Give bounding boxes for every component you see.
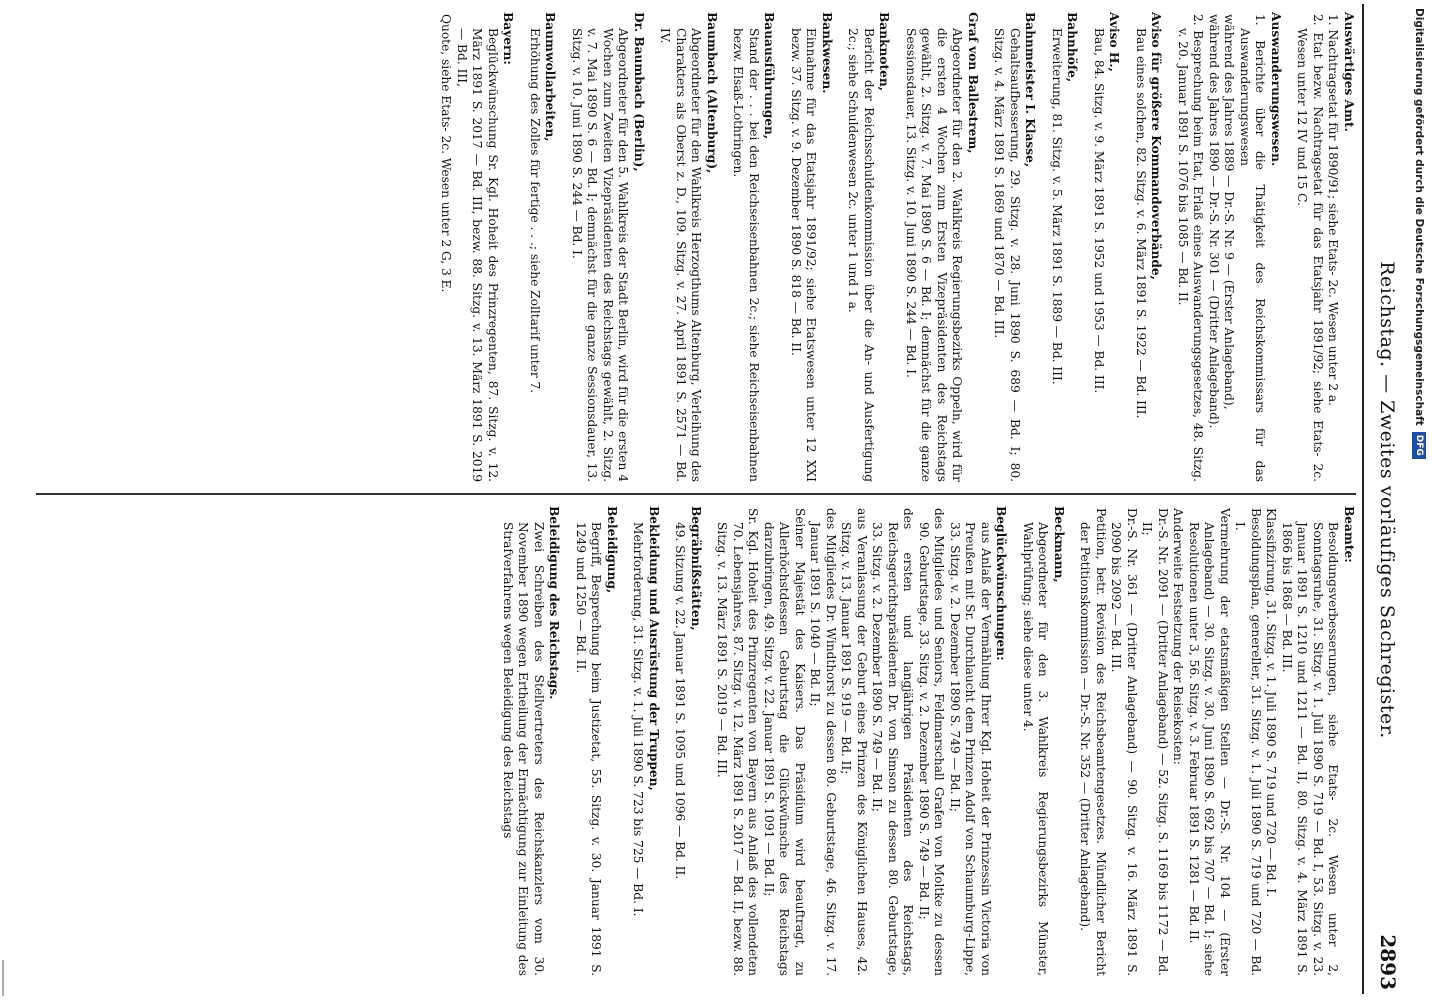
entry-line: Bericht der Reichsschuldenkommission über die An- und Ausfertigung 2c.; siehe Schuldenwesen 2c. unter 1 und 1 a. <box>846 28 876 482</box>
entry-line: Abgeordneter für den 5. Wahlkreis der Stadt Berlin, wird für die ersten 4 Wochen zum Zweiten Vizepräsidenten des Reichstags gewählt, 2. Sitzg. v. 7. Mai 1890 S. 6 — Bd. I; demnächst für die ganze Sessionsdauer, 13. Sitzg. v. 10. Juni 1890 S. 244 — Bd. I. <box>570 28 631 482</box>
entry-line: Erhöhung des Zolles für fertige . . .; siehe Zolltarif unter 7. <box>528 28 542 394</box>
entry-heading: Beleidigung, <box>605 506 619 594</box>
entry-line: Abgeordneter für den 2. Wahlkreis Regierungsbezirks Oppeln, wird für die ersten 4 Wochen zum Ersten Vizepräsidenten des Reichstags gewählt, 2. Sitzg. v. 7. Mai 1890 S. 6 — Bd. I; demnächst für die ganze Sessionsdauer, 13. Sitzg. v. 10. Juni 1890 S. 244 — Bd. I. <box>904 28 965 482</box>
entry-line: Besoldungsplan, genereller, 31. Sitzg. v. 1. Juli 1890 S. 719 und 720 — Bd. I. <box>1233 508 1263 976</box>
entry-line: aus Veranlassung der Geburt eines Prinzen des Königlichen Hauses, 42. Sitzg. v. 13. Januar 1891 S. 919 — Bd. II; <box>839 508 869 976</box>
register-entry <box>714 506 1009 976</box>
entry-heading: Beckmann, <box>1052 506 1066 583</box>
entry-line: Abgeordneter für den 3. Wahlkreis Regierungsbezirks Münster, Wahlprüfung; siehe diese unter 4. <box>1021 522 1051 976</box>
register-entry <box>1091 12 1122 482</box>
entry-heading: Bekleidung und Ausrüstung der Truppen, <box>647 506 661 791</box>
entry-heading: Auswanderungswesen. <box>1269 12 1283 167</box>
register-entry <box>1294 12 1356 482</box>
entry-line: Sr. Kgl. Hoheit des Prinzregenten von Bayern aus Anlaß des vollendeten 70. Lebensjahres, 87. Sitzg. v. 12. März 1891 S. 2017 — Bd. II, bezw. 88. Sitzg. v. 13. März 1891 S. 2019 — Bd. III. <box>715 508 761 976</box>
entry-line: des Mitgliedes Dr. Windthorst zu dessen 80. Geburtstage, 46. Sitzg. v. 17. Januar 1891 S. 1040 — Bd. II; <box>808 508 838 976</box>
entry-line: 49. Sitzung v. 22. Januar 1891 S. 1095 und 1096 — Bd. II. <box>673 522 688 880</box>
entry-line: 2. Etat bezw. Nachtragsetat für das Etatsjahr 1891/92; siehe Etats- 2c. Wesen unter 12 IV und 15 C. <box>1295 14 1325 482</box>
entry-line: Dr.-S. Nr. 361 — (Dritter Anlageband) — 90. Sitzg. v. 16. März 1891 S. 2090 bis 2092 — Bd. III. <box>1109 508 1139 976</box>
entry-line: Zwei Schreiben des Stellvertreters des Reichskanzlers vom 30. November 1890 wegen Ertheilung der Ermächtigung zur Einleitung des Strafverfahrens wegen Beleidigung des Reichstags <box>501 522 546 976</box>
register-entry <box>438 12 516 482</box>
entry-heading: Bauausführungen, <box>762 12 777 140</box>
register-entry <box>845 12 892 482</box>
entry-line: Begriff, Besprechung beim Justizetat, 55. Sitzg. v. 30. Januar 1891 S. 1249 und 1250 — Bd. II. <box>574 522 604 976</box>
entry-line: Mehrforderung, 31. Sitzg. v. 1. Juli 1890 S. 723 bis 725 — Bd. I. <box>631 522 646 917</box>
entry-line: Seiner Majestät des Kaisers. Das Präsidium wird beauftragt, zu Allerhöchstdessen Geburtstag die Glückwünsche des Reichstags darzubringen, 49. Sitzg. v. 22. Januar 1891 S. 1091 — Bd. II; <box>762 508 807 976</box>
entry-line: Bau, 84. Sitzg. v. 9. März 1891 S. 1952 und 1953 — Bd. III. <box>1092 28 1106 394</box>
entry-line: Stand der . . . bei den Reichseisenbahnen 2c.; siehe Reichseisenbahnen bezw. Elsaß-Lothringen. <box>731 28 761 482</box>
entry-heading: Begräbnißstätten, <box>689 506 703 631</box>
register-entry <box>730 12 777 482</box>
register-entry <box>1077 506 1356 976</box>
entry-line: Beglückwünschung Sr. Kgl. Hoheit des Prinzregenten, 87. Sitzg. v. 12. März 1891 S. 2017 — Bd. III, bezw. 88. Sitzg. v. 13. März 1891 S. 2019 — Bd. III, <box>455 28 500 482</box>
entry-line: Dr.-S. Nr. 2091 — (Dritter Anlageband) — 52. Sitzg. S. 1169 bis 1172 — Bd. II; <box>1140 508 1170 976</box>
entry-line: aus Anlaß der Vermählung Ihrer Kgl. Hoheit der Prinzessin Victoria von Preußen mit Sr. Durchlaucht dem Prinzen Adolf von Schaumburg-Lippe, 33. Sitzg. v. 2. Dezember 1890 S. 749 — Bd. II; <box>948 522 993 976</box>
entry-heading: Baumbach (Altenburg), <box>705 12 719 174</box>
dfg-logo: DFG <box>1412 432 1426 459</box>
digitization-note-text: Digitalisierung gefördert durch die Deutsche Forschungsgemeinschaft <box>1413 8 1425 426</box>
entry-heading: Aviso für größere Kommandoverbände, <box>1149 12 1164 280</box>
register-entry <box>788 12 835 482</box>
entry-heading: Graf von Ballestrem, <box>966 12 980 154</box>
rotated-page-content <box>16 0 1416 1000</box>
entry-heading: Bayern: <box>501 12 516 65</box>
entry-line: 1. Nachtragsetat für 1890/91; siehe Etats- 2c. Wesen unter 2 a. <box>1326 14 1341 407</box>
entry-line: Klassifizirung, 31. Sitzg. v. 1. Juli 1890 S. 719 und 720 — Bd. I. <box>1264 508 1279 898</box>
entry-heading: Auswärtiges Amt. <box>1342 12 1356 132</box>
entry-line: Quote, siehe Etats- 2c. Wesen unter 2 G, 3 E. <box>439 14 454 293</box>
register-entry <box>991 12 1038 482</box>
entry-line: Vermehrung der etatsmäßigen Stellen — Dr.-S. Nr. 104 — (Erster Anlageband) — 30. Sitzg. v. 30. Juni 1890 S. 692 bis 707 — Bd. I; siehe Resolutionen unter 3, 56. Sitzg. v. 3. Februar 1891 S. 1281 — Bd. II. <box>1187 508 1232 976</box>
page-number: 2893 <box>1376 934 1400 990</box>
entry-line: Gehaltsaufbesserung, 29. Sitzg. v. 28. Juni 1890 S. 689 — Bd. I; 80. Sitzg. v. 4. März 1891 S. 1869 und 1870 — Bd. III. <box>992 28 1022 482</box>
register-entry <box>527 12 558 482</box>
register-entry <box>569 12 647 482</box>
register-entry <box>1175 12 1284 482</box>
entry-heading: Bahnhöfe, <box>1065 12 1080 83</box>
register-entry <box>903 12 981 482</box>
entry-heading: Bahnmeister I. Klasse, <box>1023 12 1038 168</box>
entry-line: Petition, betr. Revision des Reichsbeamtengesetzes. Mündlicher Bericht der Petitionskommission — Dr.-S. Nr. 352 — (Dritter Anlageband). <box>1078 508 1108 976</box>
register-entry <box>1049 12 1080 482</box>
right-column <box>489 506 1357 976</box>
entry-line: Einnahme für das Etatsjahr 1891/92; siehe Etatswesen unter 12 XXI bezw. 37. Sitzg. v. 9. Dezember 1890 S. 818 — Bd. II. <box>789 28 819 482</box>
register-entry <box>1133 12 1164 482</box>
page-title: Reichstag. — Zweites vorläufiges Sachregister. <box>1376 261 1398 739</box>
running-header <box>1356 0 1416 1000</box>
entry-line: Erweiterung, 81. Sitzg. v. 5. März 1891 S. 1889 — Bd. III. <box>1050 28 1064 385</box>
entry-heading: Beglückwünschungen: <box>994 506 1009 661</box>
entry-heading: Bankwesen. <box>820 12 834 94</box>
register-entry <box>1020 506 1067 976</box>
entry-line: Bau eines solchen, 82. Sitzg. v. 6. März 1891 S. 1922 — Bd. III. <box>1134 28 1148 419</box>
entry-line: 2. Besprechung beim Etat, Erlaß eines Auswanderungsgesetzes, 48. Sitzg. v. 20. Januar 1891 S. 1076 bis 1085 — Bd. II. <box>1176 14 1206 482</box>
entry-line: des Mitgliedes und Seniors, Feldmarschall Grafen von Moltke zu dessen 90. Geburtstage, 33. Sitzg. v. 2. Dezember 1890 S. 749 — Bd. II; <box>917 508 947 976</box>
entry-heading: Banknoten, <box>877 12 892 91</box>
register-entry <box>630 506 661 976</box>
entry-line: Besoldungsverbesserungen, siehe Etats- 2c. Wesen unter 2, Sonntagsruhe, 31. Sitzg. v. 1. Juli 1890 S. 719 — Bd. I, 53. Sitzg. v. 23. Januar 1891 S. 1210 und 1211 — Bd. II, 80. Sitzg. v. 4. März 1891 S. 1866 bis 1868 — Bd. III. <box>1280 522 1341 976</box>
column-divider <box>36 493 1356 495</box>
entry-heading: Baumwollarbeiten, <box>543 12 558 142</box>
entry-line: Anderweite Festsetzung der Reisekosten: <box>1171 508 1186 765</box>
entry-line: Abgeordneter für den Wahlkreis Herzogthums Altenburg, Verleihung des Charakters als Oberst z. D., 109. Sitzg. v. 27. April 1891 S. 2571 — Bd. IV. <box>658 28 704 482</box>
entry-line: des ersten und langjährigen Präsidenten des Reichstags, Reichsgerichtspräsidenten Dr. von Simson zu dessen 80. Geburtstage, 33. Sitzg. v. 2. Dezember 1890 S. 749 — Bd. II; <box>870 508 916 976</box>
header-rule <box>1362 4 1364 994</box>
digitization-note <box>1408 8 1430 988</box>
register-entry <box>500 506 562 976</box>
register-entry <box>573 506 620 976</box>
register-entry <box>657 12 719 482</box>
scan-edge-mark <box>2 960 4 996</box>
entry-heading: Beamte: <box>1342 506 1356 563</box>
register-entry <box>672 506 703 976</box>
entry-line: während des Jahres 1889 — Dr.-S. Nr. 9 — (Erster Anlageband), <box>1222 14 1237 410</box>
entry-heading: Aviso H., <box>1107 12 1122 72</box>
entry-heading: Beleidigung des Reichstags. <box>547 506 562 700</box>
entry-line: 1. Berichte über die Thätigkeit des Reichskommissars für das Auswanderungswesen <box>1238 14 1268 482</box>
left-column <box>427 12 1356 482</box>
entry-line: während des Jahres 1890 — Dr.-S. Nr. 301 — (Dritter Anlageband). <box>1207 14 1221 429</box>
entry-heading: Dr. Baumbach (Berlin), <box>632 12 646 172</box>
